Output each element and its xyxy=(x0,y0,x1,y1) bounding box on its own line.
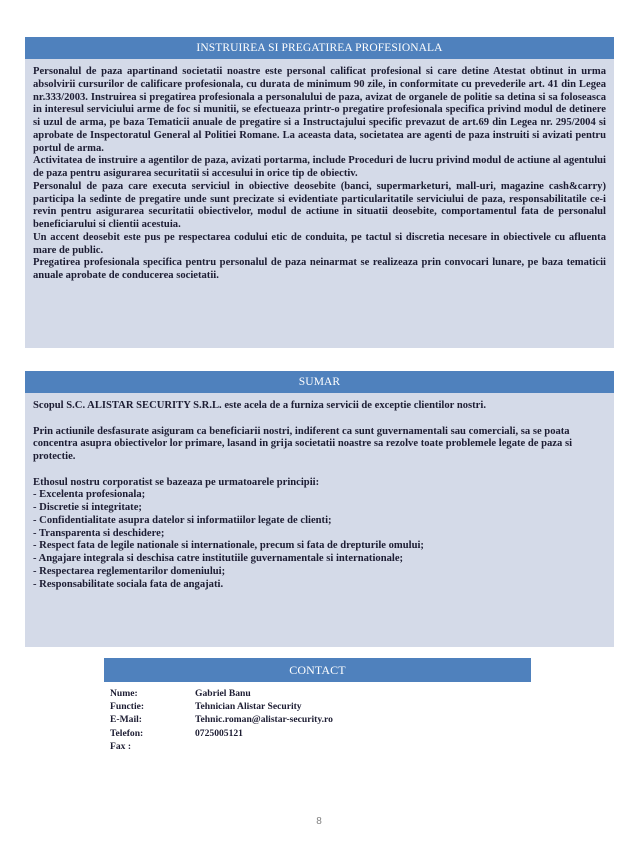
contact-value: Tehnician Alistar Security xyxy=(195,701,302,713)
training-paragraph: Pregatirea profesionala specifica pentru personalul de paza neinarmat se realizeaza prin convocari lunare, pe baza tematicii anuale aprobate de conducerea societatii. xyxy=(33,257,606,281)
contact-email-link[interactable]: Tehnic.roman@alistar-security.ro xyxy=(195,714,333,726)
page-number: 8 xyxy=(316,816,322,827)
principle-item: - Transparenta si deschidere; xyxy=(33,527,165,539)
contact-value: Gabriel Banu xyxy=(195,688,251,699)
principle-item: - Excelenta profesionala; xyxy=(33,489,146,501)
contact-row-function xyxy=(110,700,531,713)
contact-row-name xyxy=(110,687,531,700)
contact-value: 0725005121 xyxy=(195,727,243,739)
contact-table xyxy=(110,687,531,753)
summary-section xyxy=(25,371,614,647)
principle-item: - Angajare integrala si deschisa catre institutiile guvernamentale si internationale; xyxy=(33,553,404,564)
principle-item: - Responsabilitate sociala fata de angajati. xyxy=(33,578,224,590)
summary-section-body xyxy=(25,393,614,591)
training-paragraph: Personalul de paza apartinand societatii noastre este personal calificat profesional si care detine Atestat obtinut in urma absolvirii cursurilor de calificare profesionala, cu durata de minimum 90 zile, in conformitate cu prevederile art. 41 din Legea nr.333/2003. Instruirea si pregatirea profesionala a personalului de paza, avizat de organele de politie sa detina si sa foloseasca in interesul serviciului arme de foc si munitii, se efectueaza printr-o pregatire profesionala specifica privind modul de detinere si uzul de arma, pe baza Tematicii anuale de pregatire si a Instructajului specific prevazut de art.69 din Legea nr. 295/2004 si aprobate de Inspectoratul General al Politiei Romane. La aceasta data, societatea are agenti de paza instruiti si avizati pentru portul de arma. xyxy=(33,66,606,154)
summary-actions: Prin actiunile desfasurate asiguram ca beneficiarii nostri, indiferent ca sunt guvernamentali sau comerciali, sa se poata concentra asupra obiectivelor lor primare, lasand in grija societatii noastre sa rezolve toate problemele legate de paza si protectie. xyxy=(33,425,573,462)
training-section-title: INSTRUIREA SI PREGATIREA PROFESIONALA xyxy=(25,37,614,59)
principle-item: - Respect fata de legile nationale si internationale, precum si fata de drepturile omului; xyxy=(33,540,424,552)
principle-item: - Confidentialitate asupra datelor si informatiilor legate de clienti; xyxy=(33,514,332,526)
contact-row-fax xyxy=(110,740,531,753)
contact-row-phone xyxy=(110,727,531,740)
summary-scope: Scopul S.C. ALISTAR SECURITY S.R.L. este acela de a furniza servicii de exceptie clientilor nostri. xyxy=(33,400,486,411)
contact-label: Fax : xyxy=(110,740,132,752)
training-paragraph: Personalul de paza care executa serviciul in obiective deosebite (banci, supermarketuri, mall-uri, magazine cash&carry) participa la sedinte de pregatire unde sunt precizate si evidentiate particularitatile serviciului de paza, responsabilitatile ce-i revin pentru asigurarea securitatii obiectivelor, modul de actiune in situatii deosebite, comportamentul fata de personalul beneficiarului si clientii acestuia. xyxy=(33,180,606,230)
training-paragraph: Un accent deosebit este pus pe respectarea codului etic de conduita, pe tactul si discretia necesare in obiectivele cu afluenta mare de public. xyxy=(33,231,606,256)
training-paragraph: Activitatea de instruire a agentilor de paza, avizati portarma, include Proceduri de lucru privind modul de actiune al agentului de paza pentru asigurarea securitatii si accesului in orice tip de obiectiv. xyxy=(33,155,606,179)
summary-section-title: SUMAR xyxy=(25,371,614,393)
contact-section xyxy=(104,658,531,753)
principle-item: - Respectarea reglementarilor domeniului; xyxy=(33,565,226,577)
contact-label: Functie: xyxy=(110,701,145,713)
training-section-body xyxy=(25,59,614,283)
contact-label: Nume: xyxy=(110,688,138,699)
contact-label: E-Mail: xyxy=(110,714,142,726)
contact-row-email xyxy=(110,713,531,726)
principle-item: - Discretie si integritate; xyxy=(33,502,142,513)
training-section xyxy=(25,37,614,348)
summary-principles-intro: Ethosul nostru corporatist se bazeaza pe urmatoarele principii: xyxy=(33,476,320,488)
contact-section-title: CONTACT xyxy=(104,658,531,682)
contact-label: Telefon: xyxy=(110,727,144,739)
